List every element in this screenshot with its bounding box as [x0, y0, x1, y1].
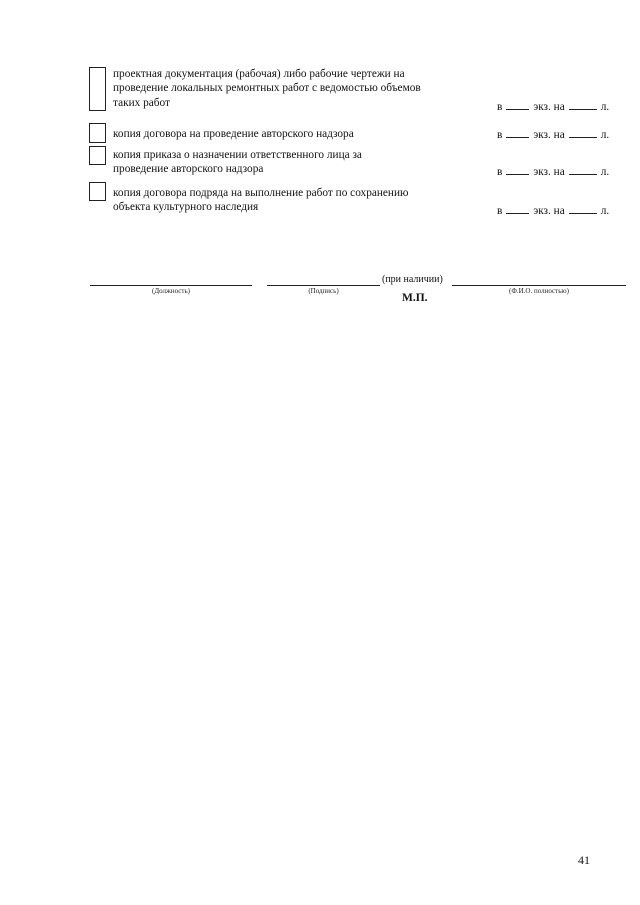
- checklist-item: [89, 67, 629, 113]
- presence-note: (при наличии): [382, 274, 443, 285]
- copies-prefix: в: [497, 166, 503, 178]
- copies-field: [497, 99, 632, 114]
- copies-count-blank[interactable]: [506, 99, 529, 110]
- sheets-count-blank[interactable]: [569, 164, 597, 175]
- copies-field: [497, 164, 632, 179]
- copies-count-blank[interactable]: [506, 127, 529, 138]
- copies-suffix: л.: [600, 205, 610, 217]
- item-text-line: копия договора подряда на выполнение работ по сохранению: [113, 187, 409, 199]
- copies-suffix: л.: [600, 101, 610, 113]
- checklist-item-text: [113, 186, 473, 215]
- copies-prefix: в: [497, 205, 503, 217]
- copies-suffix: л.: [600, 129, 610, 141]
- copies-field: [497, 127, 632, 142]
- item-text-line: объекта культурного наследия: [113, 201, 259, 214]
- checklist-item-text: [113, 67, 473, 110]
- checklist-item: [89, 123, 629, 143]
- copies-suffix: л.: [600, 166, 610, 178]
- checklist-item: [89, 146, 629, 178]
- copies-prefix: в: [497, 101, 503, 113]
- item-text-line: копия договора на проведение авторского надзора: [113, 128, 354, 140]
- sheets-count-blank[interactable]: [569, 203, 597, 214]
- sheets-count-blank[interactable]: [569, 99, 597, 110]
- checklist-item-text: [113, 127, 473, 141]
- copies-mid: экз. на: [533, 129, 565, 141]
- full-name-caption: (Ф.И.О. полностью): [509, 287, 569, 295]
- sheets-count-blank[interactable]: [569, 127, 597, 138]
- copies-field: [497, 203, 632, 218]
- position-line[interactable]: [90, 285, 252, 286]
- copies-mid: экз. на: [533, 205, 565, 217]
- item-text-line: копия приказа о назначении ответственного лица за: [113, 149, 362, 161]
- copies-mid: экз. на: [533, 101, 565, 113]
- item-text-line: проведение авторского надзора: [113, 163, 264, 176]
- copies-mid: экз. на: [533, 166, 565, 178]
- checklist-item-text: [113, 148, 473, 177]
- copies-count-blank[interactable]: [506, 164, 529, 175]
- checkbox-project-documentation[interactable]: [89, 67, 106, 111]
- position-caption: (Должность): [152, 287, 190, 295]
- page-number: 41: [578, 853, 590, 867]
- item-text-line: таких работ: [113, 96, 170, 109]
- signature-caption: (Подпись): [308, 287, 339, 295]
- item-text-line: проведение локальных ремонтных работ с ведомостью объемов: [113, 82, 421, 95]
- item-text-line: проектная документация (рабочая) либо рабочие чертежи на: [113, 68, 405, 80]
- checkbox-responsible-order[interactable]: [89, 146, 106, 165]
- signature-line[interactable]: [267, 285, 380, 286]
- checkbox-supervision-contract[interactable]: [89, 123, 106, 143]
- copies-count-blank[interactable]: [506, 203, 529, 214]
- checkbox-contract-works[interactable]: [89, 182, 106, 201]
- full-name-line[interactable]: [452, 285, 626, 286]
- checklist-item: [89, 182, 629, 216]
- stamp-mark: М.П.: [402, 292, 428, 304]
- copies-prefix: в: [497, 129, 503, 141]
